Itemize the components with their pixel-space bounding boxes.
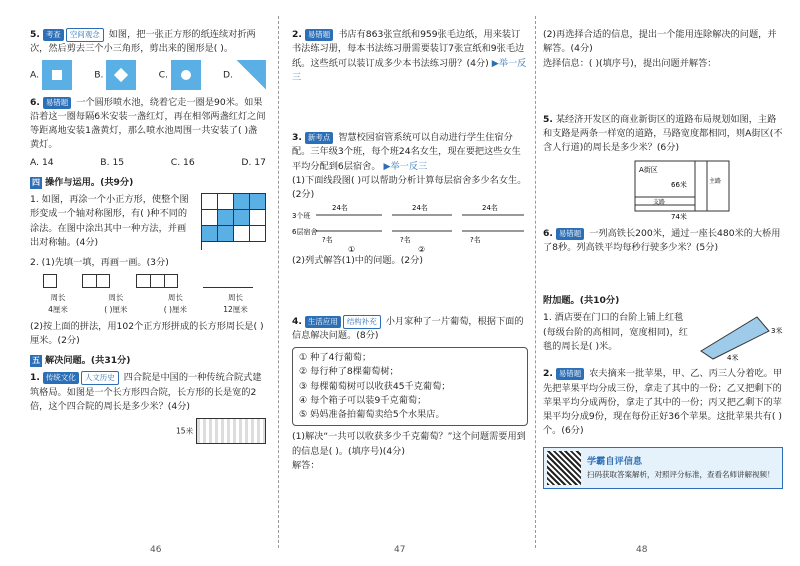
question-number: 6. [543,227,553,239]
info-box [292,347,528,426]
tag-badge: 传统文化 [43,372,79,384]
answer-line[interactable] [203,274,253,288]
info-item: ① 种了4行葡萄； [299,352,372,363]
info-item: ③ 每棵葡萄树可以收获45千克葡萄； [299,380,451,392]
question-number: 2. [292,29,302,40]
staircase-figure [697,311,783,361]
segment-label: 3个班 [292,212,311,221]
question-text: 一列高铁长200米，通过一座长480米的大桥用了8秒。列高铁平均每秒行驶多少米？(5分) [543,227,781,253]
cut-shape-icon [236,60,266,90]
question-text: 1. 酒店要在门口的台阶上铺上红毯(每级台阶的高相同，宽度相同)，红毯的周长是( )米。 [543,312,688,352]
qr-code-icon[interactable] [547,451,581,485]
question-text: (1)解决“一共可以收获多少千克葡萄？”这个问题需要用到的信息是( )。(填序号)(4分) [292,431,526,457]
solve-1 [30,371,266,444]
option-a: A. 14 [30,156,54,168]
cut-shape-icon [106,60,136,90]
block-label: A街区 [639,165,658,174]
height-label: 66米 [671,180,687,189]
question-6 [30,96,266,170]
courtyard-icon [196,418,266,444]
question-text: 书店有863张宣纸和959张毛边纸，用来装订书法练习册，每本书法练习册需要装订7张宣纸和9张毛边纸。这些纸可以装订成多少本书法练习册？(4分) [292,29,525,69]
question-text: 一个圆形喷水池，绕着它走一圈是90米。如果沿着这一圈每隔6米安装一盏红灯，再在相邻两盏红灯之间等距离地安装1盏黄灯，那么喷水池周围一共安装了( )盏黄灯。 [30,96,266,151]
main-road [695,161,707,211]
question-number: 2. [543,368,553,380]
operation-2 [30,256,266,348]
info-item: ④ 每个箱子可以装9千克葡萄； [299,394,427,406]
divider-right [535,16,536,548]
square-grid[interactable] [201,193,266,250]
question-text: 智慧校园宿管系统可以自动进行学生住宿分配。三年级3个班，每个班24名女生，现在要把这些女生平均分配到6层宿舍。 [292,132,521,172]
column-right [543,28,783,489]
courtyard-figure [30,418,266,444]
question-text: 四合院是中国的一种传统合院式建筑格局。如图是一个长方形四合院，长方形的长是宽的2倍，这个四合院的周长是多少米？(4分) [30,372,262,412]
option-a: A. [30,60,72,90]
question-text: 小月家种了一片葡萄，根据下面的信息解决问题。(8分) [292,315,524,341]
tag-badge: 空间观念 [66,28,104,42]
option-b: B. [94,60,136,90]
question-2 [292,28,528,85]
question-text: (2)再选择合适的信息，提出一个能用连除解决的问题，并解答。(4分) [543,29,777,55]
question-text: 1. 如图，再涂一个小正方形，使整个图形变成一个轴对称图形，有( )种不同的涂法。在图中涂出其中一种方法，并画出对称轴。(4分) [30,194,189,248]
rect-labels: 周长 4厘米 周长 ( )厘米 周长 ( )厘米 周长 12厘米 [48,293,248,314]
rect-1 [43,274,57,288]
road-label: 主路 [709,177,722,185]
option-d: D. [223,60,266,90]
question-6 [543,227,783,256]
staircase-shape [701,317,769,362]
tag-badge: 易错题 [556,228,585,240]
question-number: 4. [292,315,302,327]
width-label: 4米 [727,354,739,362]
tag-badge: 人文历史 [81,371,119,385]
page-number-middle: 47 [394,545,406,556]
extra-1 [543,311,783,361]
option-b: B. 15 [100,156,125,168]
question-3 [292,131,528,269]
road-label: 支路 [653,198,666,206]
question-text: (2)列式解答(1)中的问题。(2分) [292,255,423,267]
segment-value: ?名 [400,236,411,245]
qr-text: 扫码获取答案解析，对照评分标准，查看名师讲解视频！ [587,469,775,479]
section-heading: 五 解决问题。(共31分) [32,355,131,366]
road-map-diagram [633,159,743,221]
extra-2 [543,367,783,438]
practice-link[interactable]: ▶举一反三 [292,57,527,83]
page-number-right: 48 [636,545,648,556]
option-row [30,156,266,170]
section-heading: 附加题。(共10分) [543,295,620,306]
question-5 [543,113,783,221]
qr-title: 学霸自评信息 [587,455,643,467]
dimension-label: 15米 [176,426,194,436]
question-number: 5. [543,113,553,125]
question-4-part2 [543,28,783,71]
section-heading: 四 操作与运用。(共9分) [32,176,134,188]
info-item: ② 每行种了8棵葡萄树； [299,366,399,378]
tag-badge: 生活应用 [305,316,341,328]
segment-value: 24名 [412,204,428,213]
height-label: 3米 [771,327,783,336]
rect-2 [82,274,110,288]
segment-value: ?名 [470,236,481,245]
width-label: 74米 [671,212,687,221]
option-d: D. 17 [241,156,266,168]
question-text: 农夫摘来一批苹果，甲、乙、丙三人分着吃。甲先把苹果平均分成三份，拿走了其中的一份；乙又把剩下的苹果平均分成两份，拿走了其中的一份；丙又把乙剩下的苹果平均分成9份，现在每份正好36个苹果。这批苹果共有( )个。(6分) [543,368,783,437]
cut-shape-icon [171,60,201,90]
tag-badge: 易错题 [43,97,72,109]
question-number: 5. [30,29,40,40]
option-row [30,60,266,90]
question-4 [292,315,528,474]
cut-shape-icon [42,60,72,90]
question-number: 1. [30,372,40,384]
option-c: C. 16 [170,156,195,168]
option-marker: ① [348,245,356,255]
segment-value: 24名 [332,204,348,213]
question-5 [30,28,266,90]
page-number-left: 46 [150,545,162,556]
rect-3 [136,274,178,288]
tag-badge: 易错题 [305,29,334,41]
column-middle [292,28,528,479]
tag-badge: 结构补充 [343,315,381,329]
operation-1 [30,193,266,250]
answer-label: 解答： [292,459,320,471]
question-text: (2)按上面的拼法，用102个正方形拼成的长方形周长是( )厘米。(2分) [30,320,264,346]
segment-diagram [292,202,528,254]
question-text: 2. (1)先填一填，再画一画。(3分) [30,257,169,268]
practice-link[interactable]: ▶举一反三 [383,160,428,172]
info-item: ⑤ 妈妈准备拍葡萄卖给5个水果店。 [299,409,445,420]
tag-badge: 新考点 [305,132,334,144]
rect-row [30,274,266,288]
question-text: (1)下面线段图( )可以帮助分析计算每层宿舍多少名女生。(2分) [292,174,527,200]
option-marker: ② [418,245,426,255]
question-text: 某经济开发区的商业新街区的道路布局规划如图，主路和支路是两条一样宽的道路，马路宽度都相同，则A街区(不含人行道)的周长是多少米？(6分) [543,113,783,154]
question-number: 3. [292,132,302,143]
column-left [30,28,266,450]
tag-badge: 考查 [43,29,64,41]
option-c: C. [159,60,201,90]
question-text: 选择信息：( )(填序号)，提出问题并解答： [543,57,717,69]
segment-value: 24名 [482,204,498,213]
question-text: 如图，把一张正方形的纸连续对折两次，然后剪去三个小三角形，剪出来的图形是( )。 [30,29,256,55]
divider-left [278,16,279,548]
question-number: 6. [30,96,40,108]
tag-badge: 易错题 [556,368,585,380]
qr-banner[interactable] [543,447,783,489]
segment-label: 6层宿舍 [292,228,318,237]
segment-value: ?名 [322,236,333,245]
